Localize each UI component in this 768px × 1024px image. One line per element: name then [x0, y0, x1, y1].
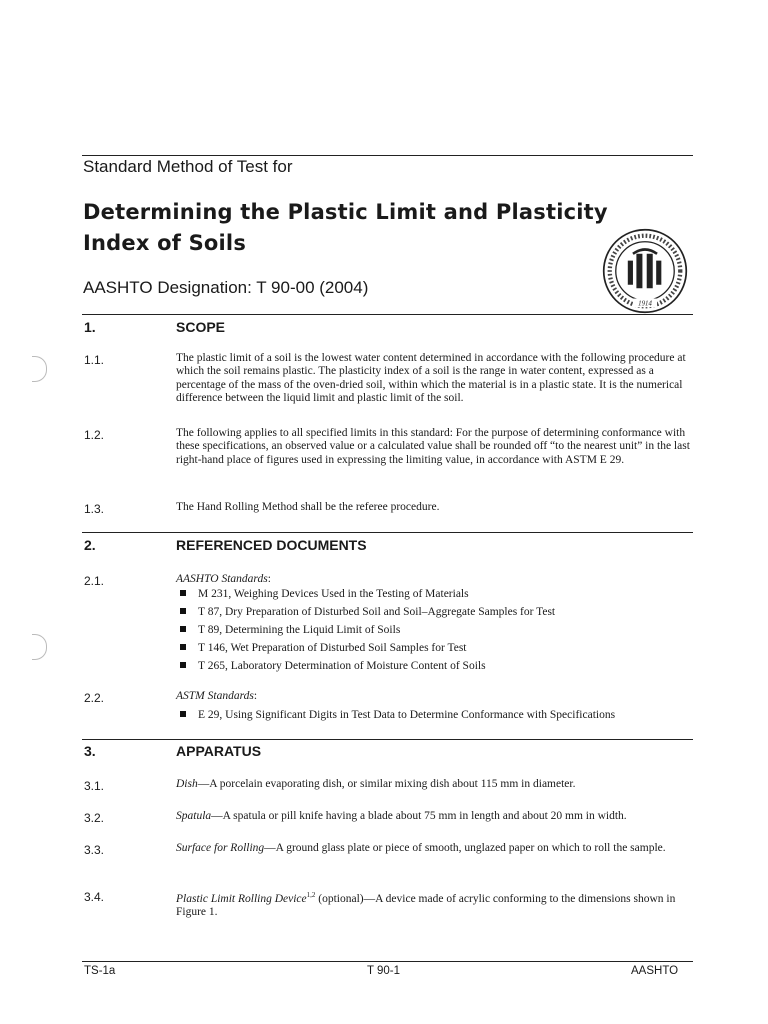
- footer-rule: [82, 961, 693, 962]
- list-item: T 89, Determining the Liquid Limit of Soils: [180, 621, 555, 639]
- footer-right: AASHTO: [631, 965, 679, 977]
- aashto-seal-logo: [602, 228, 688, 314]
- item-number: 1.3.: [84, 502, 105, 516]
- section-rule: [82, 739, 693, 740]
- astm-standards-label: ASTM Standards:: [176, 690, 258, 702]
- item-number: 2.1.: [84, 574, 105, 588]
- section-rule: [82, 532, 693, 533]
- section-heading-referenced-documents: REFERENCED DOCUMENTS: [176, 537, 367, 553]
- section-number: 1.: [84, 319, 96, 335]
- section-heading-scope: SCOPE: [176, 319, 226, 335]
- document-kicker: Standard Method of Test for: [83, 157, 293, 176]
- paragraph-3-1: Dish—A porcelain evaporating dish, or similar mixing dish about 115 mm in diameter.: [176, 778, 576, 790]
- item-number: 2.2.: [84, 691, 105, 705]
- astm-standards-list: [180, 706, 615, 724]
- paragraph-3-3: Surface for Rolling—A ground glass plate or piece of smooth, unglazed paper on which to roll the sample.: [176, 842, 666, 854]
- paragraph-3-4: Plastic Limit Rolling Device$^{1,2}$ (optional)—A device made of acrylic conforming to the dimensions shown in Figure 1.: [176, 891, 676, 919]
- footer-page-number: T 90-1: [367, 965, 401, 977]
- bullet-icon: [180, 590, 186, 596]
- list-item: T 87, Dry Preparation of Disturbed Soil and Soil–Aggregate Samples for Test: [180, 603, 555, 621]
- list-item: T 265, Laboratory Determination of Moisture Content of Soils: [180, 657, 555, 675]
- document-title: [83, 197, 608, 259]
- paragraph-1-3: The Hand Rolling Method shall be the referee procedure.: [176, 501, 440, 513]
- section-number: 2.: [84, 537, 96, 553]
- aashto-standards-label: AASHTO Standards:: [176, 573, 271, 585]
- bullet-icon: [180, 662, 186, 668]
- item-number: 3.1.: [84, 779, 105, 793]
- punch-hole: [32, 356, 47, 382]
- paragraph-1-1: The plastic limit of a soil is the lowest water content determined in accordance with the following procedure at which the soil remains plastic. The plasticity index of a soil is the range in water content, expressed as a percentage of the mass of the oven-dried soil, within which the material is in a plastic state. It is the numerical difference between the liquid limit and plastic limit of the soil.: [176, 352, 686, 405]
- item-number: 3.4.: [84, 890, 105, 904]
- title-line-1: Determining the Plastic Limit and Plasticity: [83, 200, 608, 224]
- bullet-icon: [180, 711, 186, 717]
- header-rule: [82, 155, 693, 156]
- bullet-icon: [180, 608, 186, 614]
- item-number: 3.2.: [84, 811, 105, 825]
- bullet-icon: [180, 644, 186, 650]
- seal-year: 1914: [638, 300, 652, 308]
- list-item: M 231, Weighing Devices Used in the Testing of Materials: [180, 585, 555, 603]
- section-rule: [82, 314, 693, 315]
- bullet-icon: [180, 626, 186, 632]
- item-number: 1.2.: [84, 428, 105, 442]
- item-number: 1.1.: [84, 353, 105, 367]
- aashto-designation: AASHTO Designation: T 90-00 (2004): [83, 278, 369, 297]
- item-number: 3.3.: [84, 843, 105, 857]
- footer-left: TS-1a: [84, 965, 116, 977]
- section-heading-apparatus: APPARATUS: [176, 743, 262, 759]
- list-item: T 146, Wet Preparation of Disturbed Soil Samples for Test: [180, 639, 555, 657]
- list-item: E 29, Using Significant Digits in Test Data to Determine Conformance with Specifications: [180, 706, 615, 724]
- paragraph-3-2: Spatula—A spatula or pill knife having a blade about 75 mm in length and about 20 mm in width.: [176, 810, 627, 822]
- title-line-2: Index of Soils: [83, 231, 247, 255]
- punch-hole: [32, 634, 47, 660]
- aashto-standards-list: [180, 585, 555, 675]
- paragraph-1-2: The following applies to all specified limits in this standard: For the purpose of determining conformance with these specifications, an observed value or a calculated value shall be rounded off “to the nearest unit” in the last right-hand place of figures used in expressing the limiting value, in accordance with ASTM E 29.: [176, 427, 690, 466]
- section-number: 3.: [84, 743, 96, 759]
